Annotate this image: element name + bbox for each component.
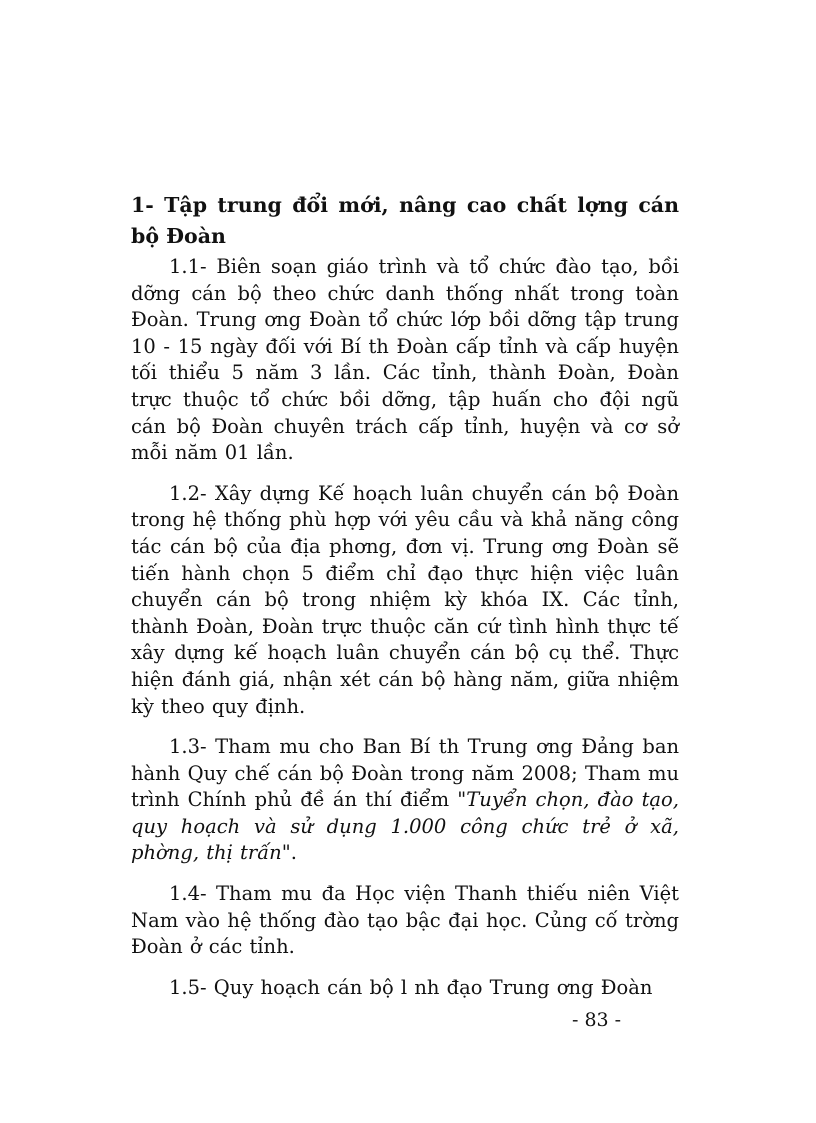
paragraph-1-1: 1.1- Biên soạn giáo trình và tổ chức đào tạo, bồi dỡng cán bộ theo chức danh thống nhất trong toàn Đoàn. Trung ơng Đoàn tổ chức lớp bồi dỡng tập trung 10 - 15 ngày đối với Bí th Đoàn cấp tỉnh và cấp huyện tối thiểu 5 năm 3 lần. Các tỉnh, thành Đoàn, Đoàn trực thuộc tổ chức bồi dỡng, tập huấn cho đội ngũ cán bộ Đoàn chuyên trách cấp tỉnh, huyện và cơ sở mỗi năm 01 lần. — [131, 255, 679, 465]
paragraph-1-2: 1.2- Xây dựng Kế hoạch luân chuyển cán bộ Đoàn trong hệ thống phù hợp với yêu cầu và khả năng công tác cán bộ của địa phơng, đơn vị. Trung ơng Đoàn sẽ tiến hành chọn 5 điểm chỉ đạo thực hiện việc luân chuyển cán bộ trong nhiệm kỳ khóa IX. Các tỉnh, thành Đoàn, Đoàn trực thuộc căn cứ tình hình thực tế xây dựng kế hoạch luân chuyển cán bộ cụ thể. Thực hiện đánh giá, nhận xét cán bộ hàng năm, giữa nhiệm kỳ theo quy định. — [131, 481, 679, 718]
paragraph-1-5: 1.5- Quy hoạch cán bộ l nh đạo Trung ơng Đoàn — [169, 975, 653, 999]
paragraph-1-3-text-end: ". — [281, 841, 297, 865]
paragraph-1-3-text-start: 1.3- Tham mu cho Ban Bí th Trung ơng Đảng ban hành Quy chế cán bộ Đoàn trong năm 2008; Tham mu trình Chính phủ đề án thí điểm " — [131, 735, 679, 812]
paragraph-1-3 — [131, 734, 679, 867]
page-number: - 83 - — [572, 1009, 622, 1031]
paragraph-1-3-italic-title: Tuyển chọn, đào tạo, quy hoạch và sử dụng 1.000 công chức trẻ ở xã, phờng, thị trấn — [131, 788, 679, 865]
section-heading: 1- Tập trung đổi mới, nâng cao chất lợng cán bộ Đoàn — [131, 193, 679, 248]
document-page-content — [131, 190, 679, 1001]
paragraph-1-4: 1.4- Tham mu đa Học viện Thanh thiếu niên Việt Nam vào hệ thống đào tạo bậc đại học. Củng cố trờng Đoàn ở các tỉnh. — [131, 882, 679, 959]
